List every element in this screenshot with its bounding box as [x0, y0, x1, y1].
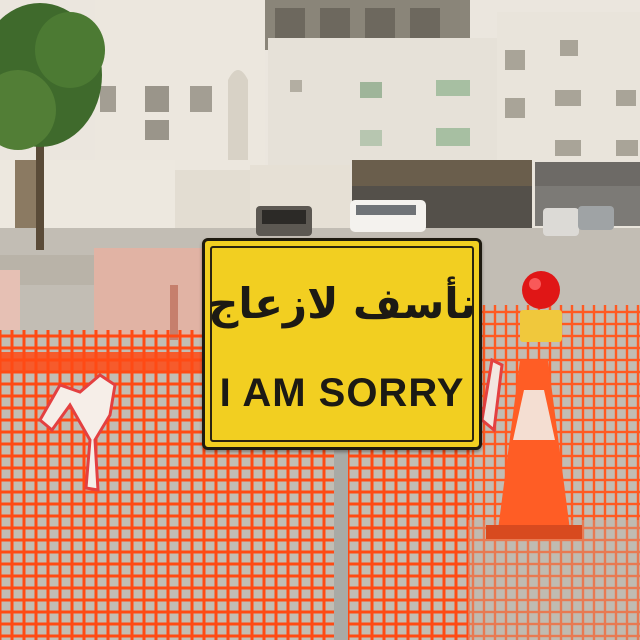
beacon-base — [520, 310, 562, 342]
sign-post — [334, 448, 348, 640]
beacon-light — [522, 271, 560, 309]
sign-english-text: I AM SORRY — [219, 371, 465, 415]
sign-arabic-text: نأسف لازعاج — [208, 279, 476, 328]
sorry-sign — [202, 238, 482, 450]
